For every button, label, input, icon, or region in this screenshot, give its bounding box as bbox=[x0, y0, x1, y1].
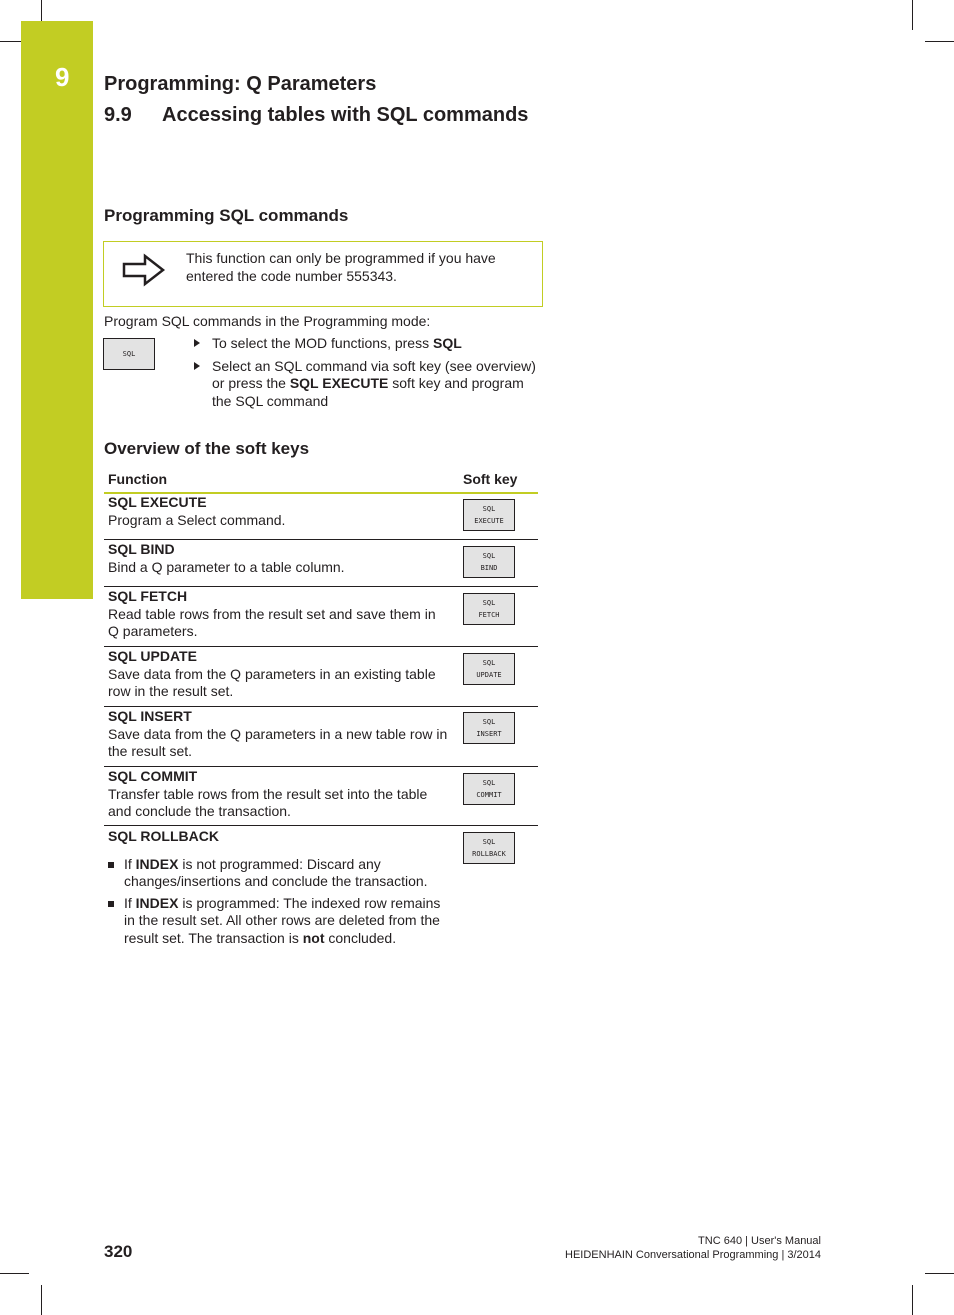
crop-mark bbox=[41, 1285, 42, 1315]
table-row bbox=[104, 540, 538, 587]
intro-text: Program SQL commands in the Programming mode: bbox=[104, 313, 431, 329]
bullet-list bbox=[108, 856, 448, 948]
table-row bbox=[104, 707, 538, 767]
softkey-sql-insert[interactable]: SQL INSERT bbox=[463, 712, 515, 744]
chapter-title: Programming: Q Parameters bbox=[104, 73, 377, 95]
softkey-sql-fetch[interactable]: SQL FETCH bbox=[463, 593, 515, 625]
column-header-softkey: Soft key bbox=[463, 471, 518, 487]
chapter-number: 9 bbox=[55, 62, 70, 92]
crop-mark bbox=[41, 0, 42, 21]
softkey-sql-bind[interactable]: SQL BIND bbox=[463, 546, 515, 578]
section-title-text: Accessing tables with SQL commands bbox=[162, 104, 529, 126]
softkey-sql-execute[interactable]: SQL EXECUTE bbox=[463, 499, 515, 531]
note-text: This function can only be programmed if you have entered the code number 555343. bbox=[186, 250, 496, 284]
softkey-sql-update[interactable]: SQL UPDATE bbox=[463, 653, 515, 685]
bullet-item: If INDEX is not programmed: Discard any changes/insertions and conclude the transaction. bbox=[108, 856, 448, 891]
step-list bbox=[190, 335, 540, 415]
page-number: 320 bbox=[104, 1242, 133, 1261]
softkey-sql-commit[interactable]: SQL COMMIT bbox=[463, 773, 515, 805]
crop-mark bbox=[0, 41, 21, 42]
function-cell: SQL BIND Bind a Q parameter to a table column. bbox=[108, 541, 345, 575]
function-cell: SQL INSERT Save data from the Q parameters in a new table row in the result set. bbox=[108, 708, 448, 759]
step-item: Select an SQL command via soft key (see overview) or press the SQL EXECUTE soft key and program the SQL command bbox=[190, 358, 540, 411]
table-row bbox=[104, 826, 538, 971]
crop-mark bbox=[912, 1285, 913, 1315]
crop-mark bbox=[912, 0, 913, 30]
section-title bbox=[104, 104, 528, 127]
function-cell: SQL EXECUTE Program a Select command. bbox=[108, 494, 286, 528]
table-row bbox=[104, 494, 538, 540]
step-item: To select the MOD functions, press SQL bbox=[190, 335, 540, 353]
crop-mark bbox=[925, 41, 954, 42]
softkey-sql[interactable] bbox=[103, 338, 155, 370]
table-row bbox=[104, 647, 538, 707]
chapter-tab bbox=[21, 21, 93, 599]
crop-mark bbox=[0, 1273, 29, 1274]
function-cell: SQL FETCH Read table rows from the result set and save them in Q parameters. bbox=[108, 588, 436, 639]
note-box bbox=[103, 241, 543, 307]
softkey-sql-rollback[interactable]: SQL ROLLBACK bbox=[463, 832, 515, 864]
function-cell: SQL ROLLBACK If INDEX is not programmed: Discard any changes/insertions and conclude the transaction. If INDEX is programmed: The indexed row remains in the result set. All other rows are deleted from the result set. The transaction is not concluded. bbox=[108, 828, 448, 951]
crop-mark bbox=[925, 1273, 954, 1274]
bullet-item: If INDEX is programmed: The indexed row remains in the result set. All other rows are deleted from the result set. The transaction is not concluded. bbox=[108, 895, 448, 948]
square-bullet-icon bbox=[108, 862, 114, 868]
arrow-right-icon bbox=[121, 252, 167, 288]
table-row bbox=[104, 767, 538, 826]
table-row bbox=[104, 587, 538, 647]
triangle-bullet-icon bbox=[194, 362, 200, 370]
softkey-label: SQL bbox=[122, 350, 136, 358]
heading-overview: Overview of the soft keys bbox=[104, 439, 310, 458]
square-bullet-icon bbox=[108, 901, 114, 907]
heading-programming-sql: Programming SQL commands bbox=[104, 206, 349, 225]
column-header-function: Function bbox=[108, 471, 168, 487]
section-number: 9.9 bbox=[104, 104, 132, 126]
function-cell: SQL COMMIT Transfer table rows from the result set into the table and conclude the transaction. bbox=[108, 768, 428, 819]
footer-text: TNC 640 | User's Manual HEIDENHAIN Conversational Programming | 3/2014 bbox=[565, 1235, 821, 1261]
triangle-bullet-icon bbox=[194, 339, 200, 347]
table-header bbox=[104, 468, 538, 494]
function-cell: SQL UPDATE Save data from the Q parameters in an existing table row in the result set. bbox=[108, 648, 436, 699]
